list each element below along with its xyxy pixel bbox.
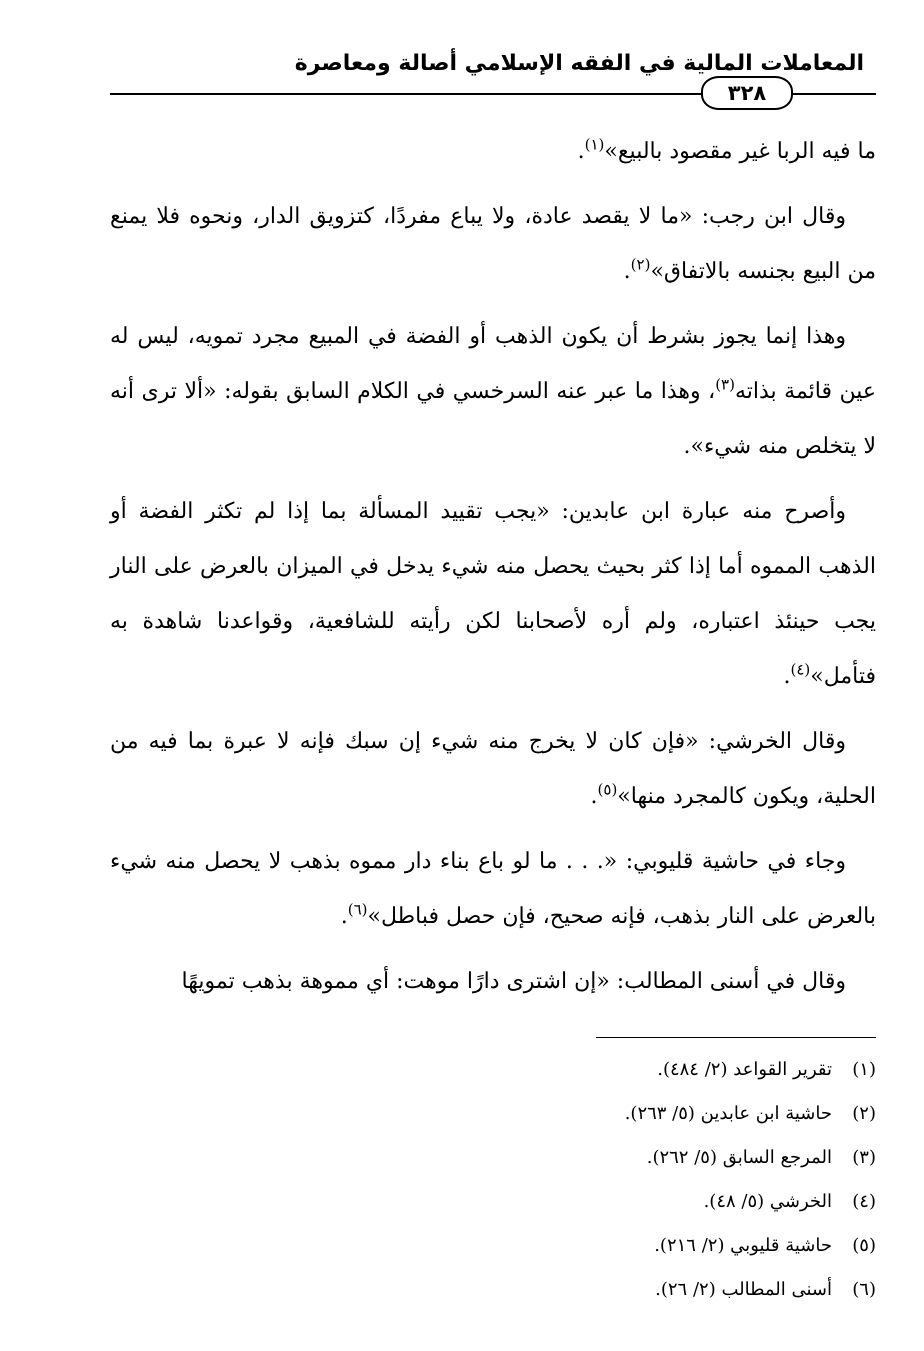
footnote-text: حاشية قليوبي (٢/ ٢١٦). bbox=[654, 1235, 832, 1256]
footnote-number: (٦) bbox=[852, 1279, 876, 1300]
paragraph-text: ما فيه الربا غير مقصود بالبيع» bbox=[604, 139, 876, 164]
footnote-number: (٣) bbox=[852, 1147, 876, 1168]
page-number-badge: ٣٢٨ bbox=[701, 76, 793, 110]
footnote-item bbox=[176, 1136, 876, 1180]
footnote-text: المرجع السابق (٥/ ٢٦٢). bbox=[646, 1147, 832, 1168]
footnote-number: (١) bbox=[852, 1059, 876, 1080]
footnote-number: (٢) bbox=[852, 1103, 876, 1124]
footnote-item bbox=[176, 1224, 876, 1268]
footnote-text: الخرشي (٥/ ٤٨). bbox=[703, 1191, 832, 1212]
paragraph-text: وأصرح منه عبارة ابن عابدين: «يجب تقييد المسألة بما إذا لم تكثر الفضة أو الذهب المموه أما إذا كثر بحيث يحصل منه شيء يدخل في الميزان بالعرض على النار يجب حينئذ اعتباره، ولم أره لأصحابنا لكن رأيته للشافعية، وقواعدنا شاهدة به فتأمل» bbox=[110, 499, 876, 689]
paragraph-text: وقال الخرشي: «فإن كان لا يخرج منه شيء إن سبك فإنه لا عبرة بما فيه من الحلية، ويكون كالمجرد منها» bbox=[110, 729, 876, 809]
paragraph-text: وقال ابن رجب: «ما لا يقصد عادة، ولا يباع مفردًا، كتزويق الدار، ونحوه فلا يمنع من البيع بجنسه بالاتفاق» bbox=[110, 204, 876, 284]
footnote-text: أسنى المطالب (٢/ ٢٦). bbox=[655, 1279, 832, 1300]
footnote-item bbox=[176, 1268, 876, 1312]
paragraph-6 bbox=[110, 834, 876, 944]
footnote-marker: (٣) bbox=[715, 375, 735, 394]
paragraph-tail: . bbox=[783, 664, 791, 689]
running-title: المعاملات المالية في الفقه الإسلامي أصالة ومعاصرة bbox=[294, 51, 864, 76]
paragraph-tail: . bbox=[340, 904, 348, 929]
footnote-number: (٥) bbox=[852, 1235, 876, 1256]
footnote-marker: (٦) bbox=[347, 900, 368, 919]
paragraph-text: وجاء في حاشية قليوبي: «. . . ما لو باع بناء دار مموه بذهب لا يحصل منه شيء بالعرض على النار بذهب، فإنه صحيح، فإن حصل فباطل» bbox=[110, 849, 876, 929]
paragraph-tail: . bbox=[577, 139, 585, 164]
footnote-text: تقرير القواعد (٢/ ٤٨٤). bbox=[657, 1059, 832, 1080]
paragraph-5 bbox=[110, 714, 876, 824]
main-text bbox=[110, 124, 876, 1019]
footnote-number: (٤) bbox=[852, 1191, 876, 1212]
paragraph-4 bbox=[110, 484, 876, 704]
footnote-separator bbox=[596, 1037, 876, 1038]
footnote-marker: (٥) bbox=[597, 780, 618, 799]
footnote-item bbox=[176, 1048, 876, 1092]
footnote-marker: (١) bbox=[584, 135, 605, 154]
paragraph-tail: . bbox=[590, 784, 598, 809]
paragraph-text: وقال في أسنى المطالب: «إن اشترى دارًا موهت: أي مموهة بذهب تمويهًا bbox=[181, 969, 846, 994]
footnotes bbox=[176, 1048, 876, 1312]
paragraph-tail: ، وهذا ما عبر عنه السرخسي في الكلام السابق بقوله: «ألا ترى أنه لا يتخلص منه شيء». bbox=[110, 379, 876, 459]
paragraph-text: وهذا إنما يجوز بشرط أن يكون الذهب أو الفضة في المبيع مجرد تمويه، ليس له عين قائمة بذاته bbox=[110, 324, 876, 404]
footnote-item bbox=[176, 1180, 876, 1224]
paragraph-2 bbox=[110, 189, 876, 299]
footnote-item bbox=[176, 1092, 876, 1136]
footnote-text: حاشية ابن عابدين (٥/ ٢٦٣). bbox=[624, 1103, 832, 1124]
footnote-marker: (٢) bbox=[630, 255, 651, 274]
paragraph-7 bbox=[110, 954, 876, 1009]
paragraph-3 bbox=[110, 309, 876, 474]
footnote-marker: (٤) bbox=[790, 660, 811, 679]
paragraph-tail: . bbox=[623, 259, 631, 284]
paragraph-1 bbox=[110, 124, 876, 179]
